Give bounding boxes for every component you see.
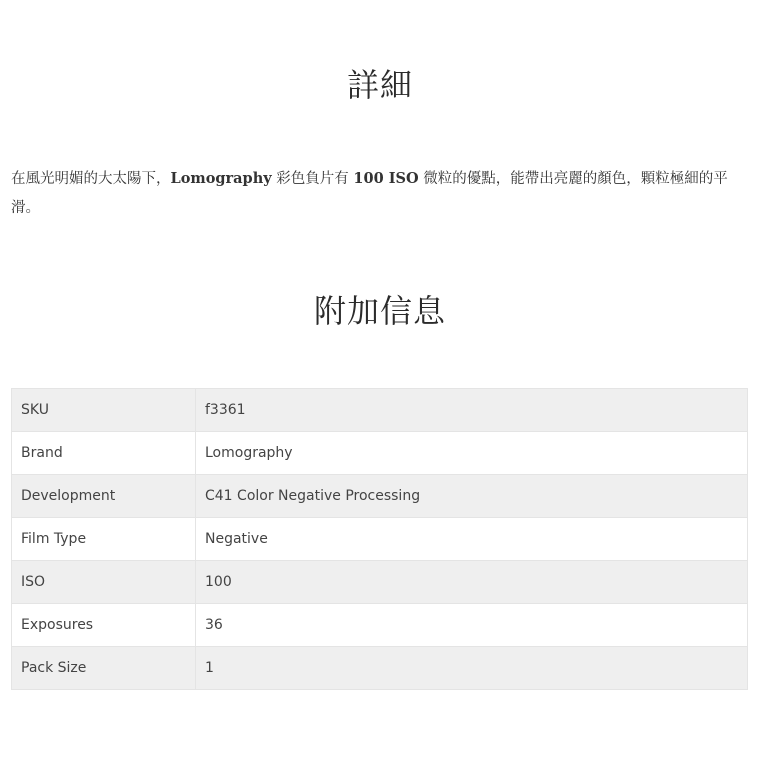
description-part-2: 彩色負片有 xyxy=(271,171,354,187)
table-row xyxy=(12,475,748,518)
description-part-3: 微粒的優點，能帶出亮麗的顏色，顆粒極細的平滑。 xyxy=(11,171,728,216)
additional-info-heading: 附加信息 xyxy=(313,292,446,330)
row-value: 100 xyxy=(196,561,748,604)
row-label: Exposures xyxy=(12,604,196,647)
row-value: 1 xyxy=(196,647,748,690)
table-row xyxy=(12,432,748,475)
table-row xyxy=(12,647,748,690)
row-label: Development xyxy=(12,475,196,518)
table-row xyxy=(12,604,748,647)
row-label: Film Type xyxy=(12,518,196,561)
description-part-1: 在風光明媚的大太陽下， xyxy=(11,171,171,187)
description-brand: Lomography xyxy=(170,170,272,187)
row-label: Pack Size xyxy=(12,647,196,690)
row-value: Lomography xyxy=(196,432,748,475)
row-label: ISO xyxy=(12,561,196,604)
additional-info-table xyxy=(11,388,748,690)
description-iso: 100 ISO xyxy=(353,170,419,187)
row-value: f3361 xyxy=(196,389,748,432)
product-description xyxy=(11,164,749,223)
row-value: C41 Color Negative Processing xyxy=(196,475,748,518)
row-label: Brand xyxy=(12,432,196,475)
row-label: SKU xyxy=(12,389,196,432)
row-value: Negative xyxy=(196,518,748,561)
details-heading: 詳細 xyxy=(346,66,413,104)
table-row xyxy=(12,561,748,604)
row-value: 36 xyxy=(196,604,748,647)
table-row xyxy=(12,518,748,561)
table-row xyxy=(12,389,748,432)
